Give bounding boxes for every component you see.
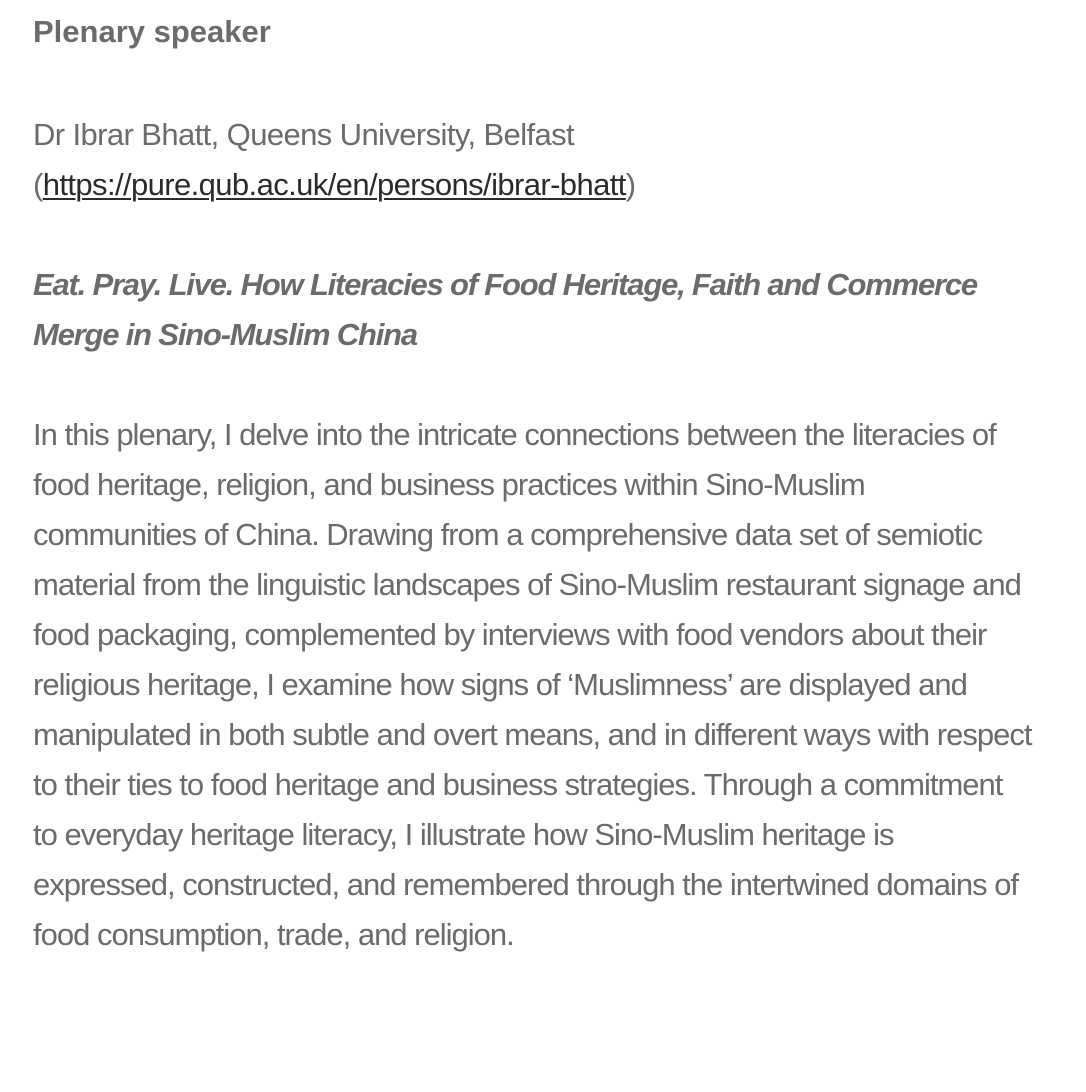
link-open-paren: ( [33,167,43,202]
plenary-section [33,10,1033,960]
talk-title: Eat. Pray. Live. How Literacies of Food Heritage, Faith and Commerce Merge in Sino-Muslim China [33,267,977,352]
speaker-info [33,110,1033,210]
link-close-paren: ) [625,167,636,202]
speaker-profile-link[interactable]: https://pure.qub.ac.uk/en/persons/ibrar-bhatt [42,167,626,202]
abstract-text: In this plenary, I delve into the intricate connections between the literacies of food heritage, religion, and business practices within Sino-Muslim communities of China. Drawing from a comprehensive data set of semiotic material from the linguistic landscapes of Sino-Muslim restaurant signage and food packaging, complemented by interviews with food vendors about their religious heritage, I examine how signs of ‘Muslimness’ are displayed and manipulated in both subtle and overt means, and in different ways with respect to their ties to food heritage and business strategies. Through a commitment to everyday heritage literacy, I illustrate how Sino-Muslim heritage is expressed, constructed, and remembered through the intertwined domains of food consumption, trade, and religion. [33,417,1032,952]
section-heading: Plenary speaker [33,14,271,49]
speaker-name-affiliation: Dr Ibrar Bhatt, Queens University, Belfast [33,117,575,152]
